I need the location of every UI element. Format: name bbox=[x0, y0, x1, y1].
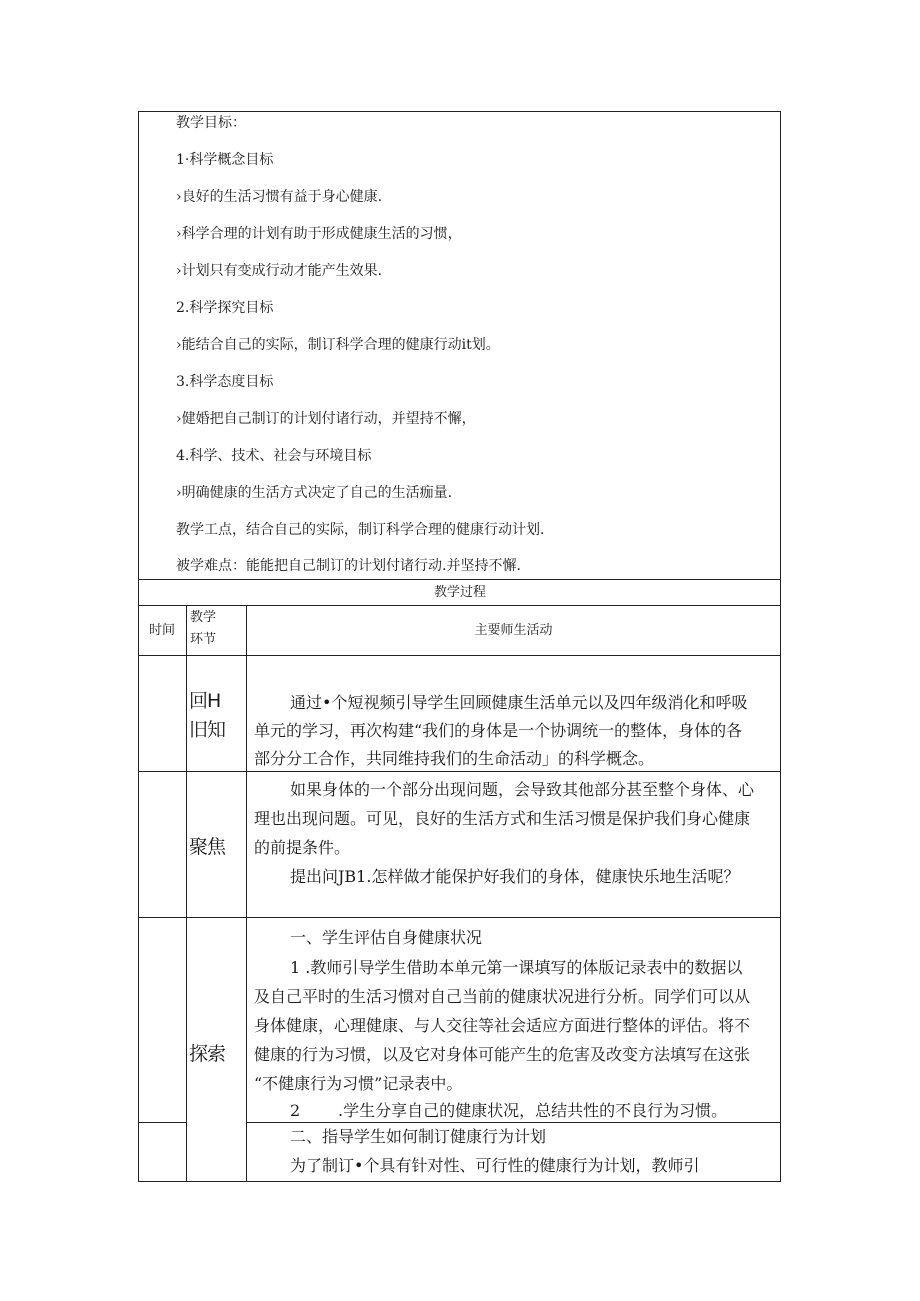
objective-item: 4.科学、技术、社会与环境目标 bbox=[176, 448, 372, 464]
objective-item: ›健婚把自己制订的计划付诸行动，并望持不懈， bbox=[176, 411, 476, 427]
teaching-key-point: 教学工点，结合自己的实际，制订科学合理的健康行动计划. bbox=[176, 522, 545, 538]
objective-item: 2.科学探究目标 bbox=[176, 300, 274, 316]
activity-line: .学生分享自己的健康状况，总结共性的不良行为习惯。 bbox=[338, 1101, 728, 1120]
objective-item: 3.科学态度目标 bbox=[176, 374, 274, 390]
activity-line: 为了制订•个具有针对性、可行性的健康行为计划，教师引 bbox=[290, 1156, 700, 1175]
table-border-top bbox=[138, 111, 781, 112]
activity-line: 通过•个短视频引导学生回顾健康生活单元以及四年级消化和呼吸 bbox=[290, 693, 748, 712]
activity-line: 及自己平时的生活习惯对自己当前的健康状况进行分析。同学们可以从 bbox=[254, 987, 751, 1006]
stage-label: 探索 bbox=[189, 1043, 226, 1065]
activity-line: 提出问JB1.怎样做才能保护好我们的身体，健康快乐地生活呢？ bbox=[290, 867, 740, 886]
column-header-activity: 主要师生活动 bbox=[474, 623, 553, 638]
teaching-difficulty: 被学难点：能能把自己制订的计划付诸行动.并坚持不懈. bbox=[176, 558, 521, 574]
divider-objectives bbox=[138, 579, 781, 580]
activity-line: 1 .教师引导学生借助本单元第一课填写的体版记录表中的数据以 bbox=[290, 958, 743, 977]
activity-line: 身体健康，心理健康、与人交往等社会适应方面进行整体的评估。将不 bbox=[254, 1016, 751, 1035]
objective-item: ›计划只有变成行动才能产生效果. bbox=[176, 263, 383, 279]
divider-header bbox=[138, 655, 781, 656]
table-border-bottom bbox=[138, 1181, 781, 1182]
column-header-stage: 环节 bbox=[190, 632, 217, 647]
column-header-time: 时间 bbox=[148, 623, 175, 638]
objective-item: 1·科学概念目标 bbox=[176, 152, 274, 168]
activity-line: 理也出现问题。可见，良好的生活方式和生活习惯是保护我们身心健康 bbox=[254, 809, 751, 828]
divider-process-title bbox=[138, 605, 781, 606]
process-title: 教学过程 bbox=[433, 585, 486, 600]
objective-item: ›明确健康的生活方式决定了自己的生活痂量. bbox=[176, 485, 453, 501]
column-line-time bbox=[186, 605, 187, 1182]
stage-label: 旧知 bbox=[189, 719, 226, 741]
table-border-left bbox=[138, 111, 139, 1182]
objective-item: ›科学合理的计划有助于形成健康生活的习惯， bbox=[176, 226, 462, 242]
activity-line: 的前提条件。 bbox=[254, 838, 351, 857]
divider-row2 bbox=[138, 917, 781, 918]
divider-time-cell bbox=[138, 1122, 186, 1123]
activity-line: 健康的行为习惯，以及它对身体可能产生的危害及改变方法填写在这张 bbox=[254, 1045, 751, 1064]
objective-item: ›良好的生活习惯有益于身心健康. bbox=[176, 189, 383, 205]
activity-line: 二、指导学生如何制订健康行为计划 bbox=[290, 1127, 547, 1146]
activity-line: 一、学生评估自身健康状况 bbox=[290, 928, 483, 947]
activity-line: 单元的学习，再次构建“我们的身体是一个协调统一的整体，身体的各 bbox=[254, 721, 743, 740]
objective-item: ›能结合自己的实际，制订科学合理的健康行动it划。 bbox=[176, 337, 500, 353]
column-header-stage: 教学 bbox=[190, 610, 217, 625]
table-border-right bbox=[780, 111, 781, 1182]
objectives-heading: 教学目标： bbox=[176, 115, 246, 131]
activity-line: 部分分工合作，共同维持我们的生命活动」的科学概念。 bbox=[254, 749, 655, 768]
column-line-stage bbox=[246, 605, 247, 1182]
activity-line: 如果身体的一个部分出现问题，会导致其他部分甚至整个身体、心 bbox=[290, 780, 755, 799]
activity-item-number: 2 bbox=[290, 1101, 301, 1120]
stage-label: 回H bbox=[189, 690, 221, 712]
stage-label: 聚焦 bbox=[189, 836, 226, 858]
activity-line: “不健康行为习惯”记录表中。 bbox=[254, 1074, 463, 1093]
